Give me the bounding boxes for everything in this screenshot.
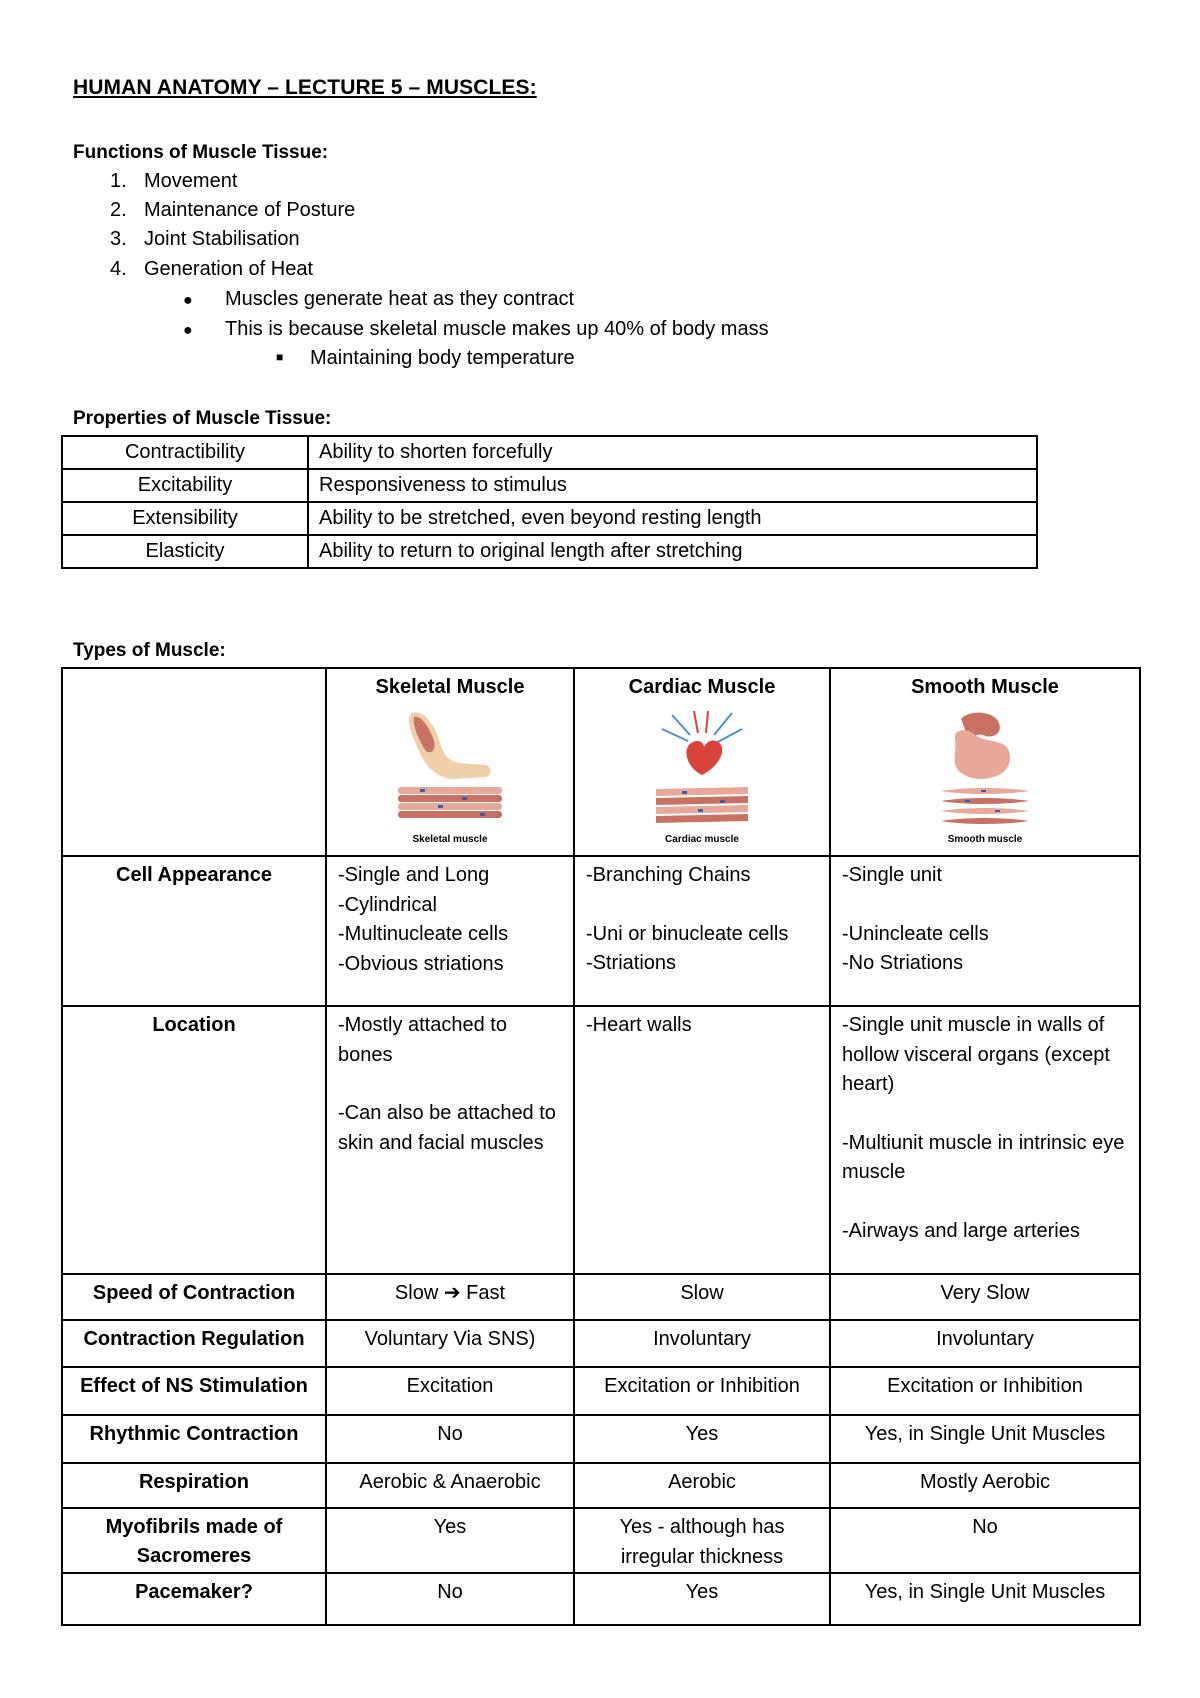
- functions-heading: Functions of Muscle Tissue:: [73, 142, 329, 163]
- table-row: [62, 1415, 1140, 1463]
- property-definition: Ability to return to original length after stretching: [308, 535, 1037, 568]
- smooth-ns-effect: Excitation or Inhibition: [830, 1367, 1140, 1415]
- table-row: [62, 436, 1037, 469]
- table-row: [62, 1367, 1140, 1415]
- skeletal-cell-appearance: -Single and Long -Cylindrical -Multinucleate cells -Obvious striations: [326, 856, 574, 1006]
- property-term: Excitability: [62, 469, 308, 502]
- skeletal-speed: Slow ➔ Fast: [326, 1274, 574, 1320]
- row-label: Rhythmic Contraction: [62, 1415, 326, 1463]
- cardiac-myofibrils: Yes - although has irregular thickness: [574, 1508, 830, 1573]
- skeletal-pacemaker: No: [326, 1573, 574, 1625]
- smooth-speed: Very Slow: [830, 1274, 1140, 1320]
- cardiac-title: Cardiac Muscle: [628, 676, 776, 698]
- property-definition: Ability to shorten forcefully: [308, 436, 1037, 469]
- bullet-item-1: ● Muscles generate heat as they contract: [183, 288, 575, 310]
- row-label: Contraction Regulation: [62, 1320, 326, 1367]
- subbullet-item: ■ Maintaining body temperature: [276, 347, 575, 369]
- skeletal-location: -Mostly attached to bones -Can also be attached to skin and facial muscles: [326, 1006, 574, 1274]
- smooth-caption: Smooth muscle: [947, 834, 1023, 845]
- table-row: [62, 856, 1140, 1006]
- cardiac-cell-appearance: -Branching Chains -Uni or binucleate cells -Striations: [574, 856, 830, 1006]
- table-row: [62, 1463, 1140, 1508]
- row-label: Speed of Contraction: [62, 1274, 326, 1320]
- smooth-rhythmic: Yes, in Single Unit Muscles: [830, 1415, 1140, 1463]
- row-label: Cell Appearance: [62, 856, 326, 1006]
- document-title: HUMAN ANATOMY – LECTURE 5 – MUSCLES:: [73, 76, 537, 99]
- function-item-2: 2. Maintenance of Posture: [110, 199, 356, 221]
- skeletal-muscle-illustration: [390, 705, 510, 833]
- row-label: Respiration: [62, 1463, 326, 1508]
- table-row: [62, 1320, 1140, 1367]
- cardiac-muscle-illustration: [642, 705, 762, 833]
- smooth-title: Smooth Muscle: [911, 676, 1059, 698]
- row-label: Myofibrils made of Sacromeres: [62, 1508, 326, 1573]
- smooth-muscle-illustration: [925, 705, 1045, 833]
- smooth-cell-appearance: -Single unit -Unincleate cells -No Striations: [830, 856, 1140, 1006]
- muscle-types-table: [61, 667, 1141, 1626]
- cardiac-fiber-bundle: [656, 787, 748, 823]
- skeletal-title: Skeletal Muscle: [375, 676, 525, 698]
- function-item-3: 3. Joint Stabilisation: [110, 228, 300, 250]
- cardiac-respiration: Aerobic: [574, 1463, 830, 1508]
- skeletal-myofibrils: Yes: [326, 1508, 574, 1573]
- row-label: Location: [62, 1006, 326, 1274]
- table-row: [62, 535, 1037, 568]
- cardiac-regulation: Involuntary: [574, 1320, 830, 1367]
- table-row: [62, 1274, 1140, 1320]
- table-row: [62, 1006, 1140, 1274]
- property-definition: Responsiveness to stimulus: [308, 469, 1037, 502]
- intestine-shape: [955, 730, 1010, 779]
- blood-vessels: [662, 711, 742, 743]
- smooth-fiber-bundle: [941, 788, 1029, 824]
- skeletal-caption: Skeletal muscle: [412, 834, 488, 845]
- smooth-pacemaker: Yes, in Single Unit Muscles: [830, 1573, 1140, 1625]
- bullet-icon: ●: [183, 292, 193, 309]
- cardiac-header: [574, 668, 830, 856]
- function-item-1: 1. Movement: [110, 170, 238, 192]
- table-row: [62, 502, 1037, 535]
- cardiac-speed: Slow: [574, 1274, 830, 1320]
- header-empty-cell: [62, 668, 326, 856]
- property-term: Contractibility: [62, 436, 308, 469]
- property-term: Extensibility: [62, 502, 308, 535]
- smooth-respiration: Mostly Aerobic: [830, 1463, 1140, 1508]
- skeletal-header: [326, 668, 574, 856]
- types-heading: Types of Muscle:: [73, 640, 226, 661]
- skeletal-respiration: Aerobic & Anaerobic: [326, 1463, 574, 1508]
- property-term: Elasticity: [62, 535, 308, 568]
- smooth-myofibrils: No: [830, 1508, 1140, 1573]
- smooth-location: -Single unit muscle in walls of hollow visceral organs (except heart) -Multiunit muscle in intrinsic eye muscle -Airways and large arteries: [830, 1006, 1140, 1274]
- row-label: Effect of NS Stimulation: [62, 1367, 326, 1415]
- cardiac-rhythmic: Yes: [574, 1415, 830, 1463]
- bullet-icon: ●: [183, 322, 193, 339]
- smooth-regulation: Involuntary: [830, 1320, 1140, 1367]
- skeletal-regulation: Voluntary Via SNS): [326, 1320, 574, 1367]
- skeletal-rhythmic: No: [326, 1415, 574, 1463]
- table-row: [62, 469, 1037, 502]
- table-row: [62, 1508, 1140, 1573]
- cardiac-ns-effect: Excitation or Inhibition: [574, 1367, 830, 1415]
- cardiac-caption: Cardiac muscle: [665, 834, 739, 845]
- heart-shape: [686, 740, 722, 775]
- smooth-header: [830, 668, 1140, 856]
- square-bullet-icon: ■: [276, 350, 284, 364]
- properties-heading: Properties of Muscle Tissue:: [73, 408, 332, 429]
- arrow-right-icon: ➔: [443, 1282, 461, 1304]
- skeletal-ns-effect: Excitation: [326, 1367, 574, 1415]
- row-label: Pacemaker?: [62, 1573, 326, 1625]
- property-definition: Ability to be stretched, even beyond resting length: [308, 502, 1037, 535]
- function-item-4: 4. Generation of Heat: [110, 258, 313, 280]
- table-row: [62, 1573, 1140, 1625]
- cardiac-pacemaker: Yes: [574, 1573, 830, 1625]
- table-header-row: [62, 668, 1140, 856]
- properties-table: [61, 435, 1038, 569]
- bullet-item-2: ● This is because skeletal muscle makes up 40% of body mass: [183, 318, 769, 340]
- cardiac-location: -Heart walls: [574, 1006, 830, 1274]
- skeletal-fiber-bundle: [398, 787, 502, 818]
